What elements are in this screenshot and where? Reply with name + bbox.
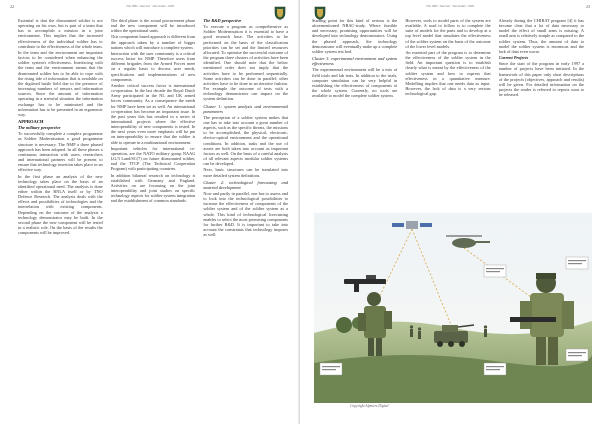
page-number-right: 23 xyxy=(586,4,590,9)
body-paragraph: In the first phase an analysis of the new technology takes place on the basis of an identified operational need. The analysis is done either within the RNLA itself or by TNO Defence Research. The analysis deals with the effects and possibilities of technologies and the interrelation with existing components. Depending on the outcome of the analysis a technology demonstrator may be built. In the second phase the new component will be tested in a realistic role. On the basis of the results the components will be improved. xyxy=(18,173,103,236)
body-paragraph: This component based approach is different from the approach taken by a number of bigger nations which will introduce a complete system. xyxy=(110,34,196,50)
body-paragraph: Now and partly in parallel, one has to assess and to look into the technological possibilities to increase the effectiveness of components of the soldier system and of the soldier system as a whole. This kind of technological forecasting enables to select the most promising components for further R&D. It is important to take into account the constraints that technology imposes as well. xyxy=(203,191,289,238)
section-heading: APPROACH xyxy=(18,118,44,124)
subsection-heading: Cluster 2: technological forecasting and material development xyxy=(203,179,289,190)
body-paragraph: To execute a program as comprehensive as Soldier Modernisation it is essential to have a good research base. The activities to be performed on the basis of the classification priorities can be set and the limited resources allocated. To optimise the successful outcome of the program three clusters of activities have been identified. One should note that the below mentioned order does not imply that the activities have to be performed sequentially. Some activities can be done in parallel; other activities have to be done in an iterative fashion. For example the outcome of tests with a technology demonstrator can impact on the system definition. xyxy=(203,24,289,102)
body-paragraph: Already during the CHIRAT program [4] it has become clear that a lot of data necessary to model the effect of small arms is missing. A small arm is relatively simple as compared to the soldier system. Thus, the amount of data to model the soldier system is enormous and the lack of data even worse. xyxy=(498,18,584,54)
page-number-left: 22 xyxy=(10,4,14,9)
subsection-heading: Cluster 3: experimental environment and system effectiveness xyxy=(312,56,398,67)
body-paragraph: Since the start of the program in early 1997 a number of projects have been initiated. In the framework of this paper only short descriptions of the projects (objectives, approach and results) will be given. For detailed information on the projects the reader is referred to reports soon to be released. xyxy=(498,61,584,98)
subsection-heading: Current Projects xyxy=(498,55,529,61)
left-column-2 xyxy=(111,18,196,416)
running-head-right xyxy=(310,4,590,14)
body-paragraph: In addition bilateral research on technology is established with Germany and England. Activities on are focussing on the joint interoperability and joint studies on specific technology aspects for soldier system integration and the establishment of common standards. xyxy=(110,172,196,204)
right-page-columns xyxy=(312,18,584,210)
body-paragraph: To successfully complete a complex programme as Soldier Modernisation a good programme structure is necessary. The NMP a three phased approach has been adopted. In all these phases a continuous interaction with users, researchers and international partners will be present to ensure that technology insertion takes place in an effective way. xyxy=(18,131,103,173)
body-paragraph: The experimental environment will be a mix of field trials and lab tests. In addition to the trials, computer simulation can be very helpful in establishing the effectiveness of components of the whole system. Currently, no tools are available to model the complete soldier system. xyxy=(312,67,398,99)
left-page-columns xyxy=(18,18,288,416)
running-head-text-left: The NBC Journal · December 1999 xyxy=(125,4,175,8)
body-paragraph: Important vehicles for international co-operation, are the NATO military group NAAG LG/3 Land/SC(7) on future dismounted soldier, and the TTCP (The Technical Cooperation Program) with participating countries. xyxy=(110,145,196,172)
running-head-left xyxy=(10,4,290,14)
right-column-1 xyxy=(312,18,397,210)
running-head-text-right: The NBC Journal · December 1999 xyxy=(425,4,475,8)
soldier-system-illustration xyxy=(314,213,592,403)
body-paragraph: The perception of a soldier system makes that one has to take into account a great number of aspects, such as the specific threats, the missions to be accomplished, the physical, electronic, electro-optical environment and the operational conditions. In addition, tasks and the use of assets are both taken into account as important factors as well. On the basis of a careful analysis of all relevant aspects modular soldier systems can be developed. xyxy=(203,114,289,167)
body-paragraph: Interaction with the user community is a critical success factor for NMP. Therefore users from different brigades from the Armed Forces meet on a regular basis to discuss user needs, specifications and implementations of new components. xyxy=(110,50,196,82)
body-paragraph: Another critical success factor is international co-operation. In the last decade the Royal Dutch Army participated in the NL and UK armed forces community. As a consequence the needs for NMP have been set as well. An international co-operation has become an important issue. In the past years this has resulted in a series of international projects where the effective interoperability of new components is tested. In the next years even more emphasis will be put on interoperability to ensure that the soldier is able to operate in a multinational environment. xyxy=(110,82,196,145)
left-column-1 xyxy=(18,18,103,416)
subsection-heading: The military perspective xyxy=(18,125,61,131)
body-paragraph: The third phase is the actual procurement phase and the new component will be introduced within the operational units. xyxy=(110,18,196,34)
body-paragraph: However, tools to model parts of the system are available. A road to follow is to complete the suite of models for the parts and to develop at a top level model that simulates the effectiveness of the soldier system on the basis of the outcome of the lower level models. xyxy=(405,18,491,49)
right-column-3 xyxy=(499,18,584,210)
illustration-caption: Copyright Alpmers Digital xyxy=(350,404,389,408)
right-page xyxy=(300,0,600,424)
right-column-2 xyxy=(405,18,490,210)
subsection-heading: The R&D perspective xyxy=(203,18,242,23)
left-column-3 xyxy=(203,18,288,416)
body-paragraph: In the team and the environment are important factors to be considered when enhancing the soldier system's effectiveness. Interfacing with the team and the environment means that the dismounted soldier has to be able to cope with the rising tide of information that is available on the digitised battle field due to the presence of increasing numbers of sensors and information sources. Since the amount of information operating in a stressful situation the information exchange has to be minimised and the information has to be presented in an ergonomic way. xyxy=(18,49,103,117)
body-paragraph: Essential is that the dismounted soldier is not operating on his own, but is part of a team that has to accomplish a mission in a joint environment. This implies that the increased effectiveness of the individual soldier has to contribute to the effectiveness of the whole team. xyxy=(18,18,103,49)
body-paragraph: Next, basic structures can be translated into more detailed system definitions. xyxy=(203,167,289,178)
body-paragraph: Starting point for this kind of serious is the aforementioned NBAC-study. Where feasible and necessary, promising opportunities will be developed into technology demonstrators. Using the phased approach, the technology demonstrator will eventually make up a complete soldier system test bed. xyxy=(312,18,398,54)
subsection-heading: Cluster 1: system analysis and environmental parameters xyxy=(203,103,289,114)
body-paragraph: An essential part of the program is to determine the effectiveness of the soldier system in the field. An important question is to establish clearly what is meant by the effectiveness of the soldier system and how to express that effectiveness in a quantitative measure. Modelling implies that one needs data as input. However, the lack of data is a very serious technological gap. xyxy=(405,49,491,97)
